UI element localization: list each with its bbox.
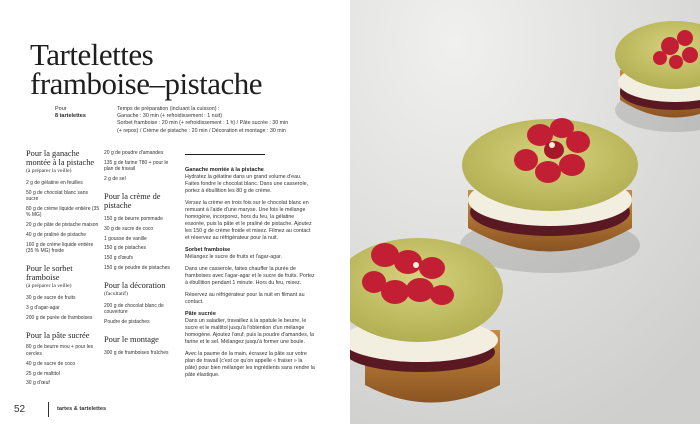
ingredient: 200 g de purée de framboises: [26, 314, 93, 321]
pate-title: Pour la pâte sucrée: [26, 330, 90, 340]
ingredient: 150 g de beurre pommade: [104, 215, 163, 222]
ingredient: 160 g de crème liquide entière (35 % MG) froide: [26, 241, 94, 255]
ingredient: 150 g de poudre de pistaches: [104, 265, 170, 272]
ingredients-column-1: [26, 150, 100, 390]
footer-divider: [48, 402, 49, 417]
ganache-subtitle: (à préparer la veille): [26, 167, 72, 174]
ingredient: 80 g de beurre mou + pour les cercles: [26, 344, 94, 357]
step-paragraph: Dans un saladier, travaillez à la spatule le beurre, le sucre et le maltitol jusqu'à l'obtention d'un mélange homogène. Ajoutez l'œuf, puis la poudre d'amandes, la farine et le sel. Mélangez jusqu'à former une boule.: [185, 318, 314, 345]
deco-title: Pour la décoration: [104, 281, 166, 291]
ingredient: 3 g d'agar-agar: [26, 304, 60, 311]
step-title: Ganache montée à la pistache: [185, 167, 264, 173]
ingredient: 20 g de pâte de pistache maison: [26, 222, 99, 229]
step-paragraph: Hydratez la gélatine dans un grand volume d'eau. Faites fondre le chocolat blanc. Dans une casserole, portez à ébullition les 80 g de crème.: [185, 174, 309, 194]
recipe-title: [30, 37, 263, 101]
ingredient: 200 g de chocolat blanc de couverture: [104, 302, 164, 316]
section-name: tartes & tartelettes: [57, 406, 107, 412]
ingredient: 135 g de farine T80 + pour le plan de travail: [104, 159, 169, 173]
ingredient: 80 g de crème liquide entière (35 % MG): [26, 205, 100, 219]
step-paragraph: Avec la paume de la main, écrasez la pâte sur votre plan de travail (c'est ce qu'on appelle « fraiser » la pâte) pour bien mélanger les ingrédients sans rendre la pâte élastique.: [185, 351, 315, 378]
servings-value: 8 tartelettes: [55, 113, 86, 119]
servings: [55, 106, 86, 120]
times-heading: Temps de préparation (incluant la cuisson) :: [117, 106, 220, 112]
ingredient: 30 g de sucre de fruits: [26, 294, 76, 301]
ingredient: 20 g de poudre d'amandes: [104, 150, 164, 156]
tartlet-front: [350, 238, 503, 403]
ingredient: 25 g de maltitol: [26, 370, 60, 377]
ganache-title: Pour la ganache montée à la pistache: [26, 149, 95, 167]
instructions-column: [185, 167, 315, 384]
ingredient: 1 gousse de vanille: [104, 235, 147, 242]
ingredients-column-2: [104, 150, 178, 360]
right-page-photo: [350, 0, 700, 424]
times-rest: (+ repos) / Crème de pistache : 20 min / Décoration et montage : 30 min: [117, 127, 286, 134]
tartlets-photo: [350, 0, 700, 424]
title-line-2: framboise–pistache: [30, 66, 263, 101]
page-number: 52: [14, 404, 26, 415]
title-line-1: Tartelettes: [30, 37, 154, 72]
montage-title: Pour le montage: [104, 335, 159, 345]
ingredient: 30 g d'œuf: [26, 380, 50, 387]
step-paragraph: Dans une casserole, faites chauffer la purée de framboises avec l'agar-agar et le sucre de fruits. Portez à ébullition pendant 1 minute. Hors du feu, mixez.: [185, 266, 315, 286]
ingredient: 40 g de praliné de pistache: [26, 232, 87, 239]
ingredient: 2 g de gélatine en feuilles: [26, 179, 83, 186]
preparation-times: [117, 106, 337, 135]
ingredient: 150 g de pistaches: [104, 245, 146, 252]
sorbet-title: Pour le sorbet framboise: [26, 264, 73, 283]
tartlet-middle: [460, 118, 640, 273]
ingredient: 2 g de sel: [104, 176, 126, 183]
step-title: Pâte sucrée: [185, 311, 216, 317]
ingredient: 50 g de chocolat blanc sans sucre: [26, 189, 88, 202]
sorbet-subtitle: (à préparer la veille): [26, 282, 72, 289]
creme-title: Pour la crème de pistache: [104, 192, 161, 210]
step-paragraph: Mélangez le sucre de fruits et l'agar-agar.: [185, 254, 282, 260]
ingredient: 300 g de framboises fraîches: [104, 349, 169, 356]
times-sorbet: Sorbet framboise : 20 min (+ refroidissement : 1 h) / Pâte sucrée : 30 min: [117, 120, 289, 127]
tartlet-back: [615, 21, 700, 132]
ingredient: 40 g de sucre de coco: [26, 360, 76, 367]
times-ganache: Ganache : 30 min (+ refroidissement : 1 nuit): [117, 113, 222, 120]
ingredient: 150 g d'œufs: [104, 255, 134, 262]
step-title: Sorbet framboise: [185, 247, 231, 253]
servings-label: Pour: [55, 106, 67, 112]
page-footer: [14, 404, 107, 415]
ingredient: Poudre de pistaches: [104, 319, 150, 326]
ingredient: 30 g de sucre de coco: [104, 225, 154, 232]
step-paragraph: Réservez au réfrigérateur pour la nuit en filmant au contact.: [185, 292, 305, 305]
deco-subtitle: (facultatif): [104, 290, 128, 297]
step-paragraph: Versez la crème en trois fois sur le chocolat blanc en remuant à l'aide d'une maryse. Une fois le mélange homogène, incorporez, hors du feu, la gélatine essorée, puis la pâte et le praliné de pistache. Ajoutez les 150 g de crème froide et mixez. Filmez au contact et réservez au réfrigérateur pour la nuit.: [185, 200, 312, 241]
section-divider: [185, 154, 265, 155]
